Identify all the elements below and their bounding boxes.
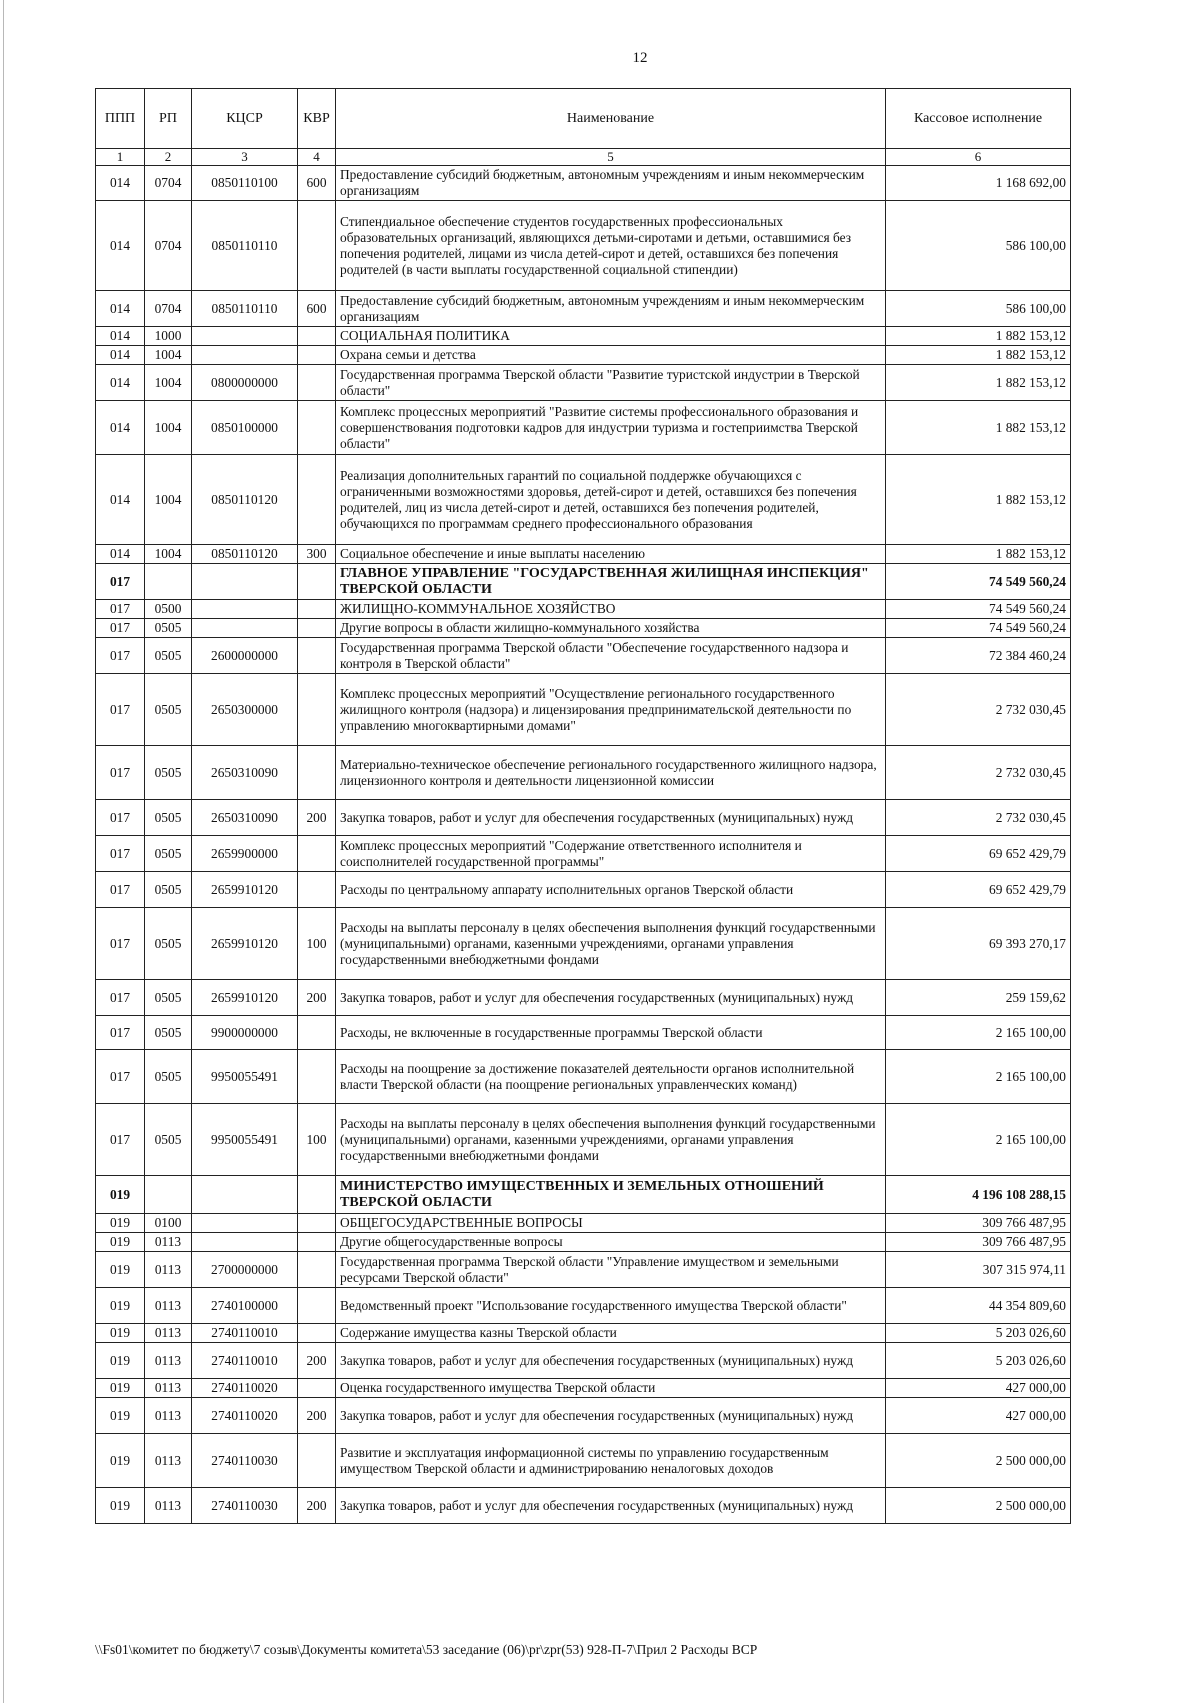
cell-rp: 1004 <box>145 455 192 545</box>
header-ppp: ППП <box>96 89 145 149</box>
cell-kcsr: 2650310090 <box>192 746 298 800</box>
cell-kcsr <box>192 1233 298 1252</box>
cell-ppp: 014 <box>96 291 145 327</box>
cell-ppp: 019 <box>96 1252 145 1288</box>
cell-kvr <box>298 1214 336 1233</box>
cell-name: ЖИЛИЩНО-КОММУНАЛЬНОЕ ХОЗЯЙСТВО <box>336 600 886 619</box>
cell-rp <box>145 1176 192 1214</box>
page-number: 12 <box>632 50 648 66</box>
table-row <box>96 201 1071 291</box>
cell-amount: 2 732 030,45 <box>886 800 1071 836</box>
cell-amount: 1 168 692,00 <box>886 166 1071 201</box>
cell-rp: 0505 <box>145 836 192 872</box>
cell-name: Комплекс процессных мероприятий "Развитие системы профессионального образования и совершенствования подготовки кадров для индустрии туризма и гостеприимства Тверской области" <box>336 401 886 455</box>
cell-kcsr <box>192 600 298 619</box>
cell-amount: 2 500 000,00 <box>886 1434 1071 1488</box>
table-row <box>96 638 1071 674</box>
cell-ppp: 017 <box>96 1016 145 1050</box>
cell-ppp: 017 <box>96 908 145 980</box>
cell-kcsr: 2740100000 <box>192 1288 298 1324</box>
cell-ppp: 014 <box>96 401 145 455</box>
cell-ppp: 017 <box>96 1050 145 1104</box>
budget-table <box>95 88 1071 1524</box>
cell-amount: 2 500 000,00 <box>886 1488 1071 1524</box>
cell-amount: 1 882 153,12 <box>886 455 1071 545</box>
cell-amount: 2 165 100,00 <box>886 1104 1071 1176</box>
table-row <box>96 291 1071 327</box>
cell-kvr <box>298 1016 336 1050</box>
cell-rp: 1004 <box>145 346 192 365</box>
table-row <box>96 836 1071 872</box>
table-row <box>96 1434 1071 1488</box>
cell-ppp: 019 <box>96 1233 145 1252</box>
cell-kcsr <box>192 1214 298 1233</box>
cell-name: Закупка товаров, работ и услуг для обеспечения государственных (муниципальных) нужд <box>336 1488 886 1524</box>
cell-ppp: 017 <box>96 872 145 908</box>
cell-amount: 1 882 153,12 <box>886 401 1071 455</box>
cell-rp: 0505 <box>145 674 192 746</box>
cell-ppp: 019 <box>96 1434 145 1488</box>
cell-ppp: 017 <box>96 836 145 872</box>
column-number-row <box>96 149 1071 166</box>
footer-file-path: \\Fs01\комитет по бюджету\7 созыв\Документы комитета\53 заседание (06)\pr\zpr(53) 928-П-7\Прил 2 Расходы ВСР <box>95 1642 758 1657</box>
column-number: 6 <box>886 149 1071 166</box>
cell-kvr: 100 <box>298 1104 336 1176</box>
cell-ppp: 019 <box>96 1214 145 1233</box>
cell-name: Расходы на выплаты персоналу в целях обеспечения выполнения функций государственными (муниципальными) органами, казенными учреждениями, органами управления государственными внебюджетными фондами <box>336 908 886 980</box>
cell-kvr <box>298 600 336 619</box>
header-kcsr: КЦСР <box>192 89 298 149</box>
cell-ppp: 019 <box>96 1379 145 1398</box>
cell-name: Предоставление субсидий бюджетным, автономным учреждениям и иным некоммерческим организациям <box>336 291 886 327</box>
cell-kcsr <box>192 327 298 346</box>
cell-ppp: 019 <box>96 1488 145 1524</box>
cell-kvr: 600 <box>298 291 336 327</box>
cell-kvr <box>298 1288 336 1324</box>
table-row <box>96 1104 1071 1176</box>
cell-ppp: 019 <box>96 1343 145 1379</box>
cell-rp: 0704 <box>145 166 192 201</box>
cell-rp: 0100 <box>145 1214 192 1233</box>
table-body <box>96 166 1071 1524</box>
cell-ppp: 017 <box>96 674 145 746</box>
cell-kvr: 600 <box>298 166 336 201</box>
cell-ppp: 017 <box>96 600 145 619</box>
cell-name: Государственная программа Тверской области "Управление имуществом и земельными ресурсами Тверской области" <box>336 1252 886 1288</box>
cell-amount: 586 100,00 <box>886 201 1071 291</box>
cell-rp: 0505 <box>145 908 192 980</box>
cell-rp: 0505 <box>145 638 192 674</box>
cell-ppp: 014 <box>96 327 145 346</box>
cell-name: Развитие и эксплуатация информационной системы по управлению государственным имуществом Тверской области и администрированию неналоговых доходов <box>336 1434 886 1488</box>
cell-amount: 586 100,00 <box>886 291 1071 327</box>
cell-amount: 1 882 153,12 <box>886 365 1071 401</box>
table-row <box>96 166 1071 201</box>
cell-name: Государственная программа Тверской области "Обеспечение государственного надзора и контроля в Тверской области" <box>336 638 886 674</box>
cell-name: Закупка товаров, работ и услуг для обеспечения государственных (муниципальных) нужд <box>336 800 886 836</box>
cell-kvr <box>298 1434 336 1488</box>
cell-amount: 44 354 809,60 <box>886 1288 1071 1324</box>
cell-name: Предоставление субсидий бюджетным, автономным учреждениям и иным некоммерческим организациям <box>336 166 886 201</box>
column-number: 2 <box>145 149 192 166</box>
cell-amount: 74 549 560,24 <box>886 619 1071 638</box>
table-row <box>96 1398 1071 1434</box>
cell-kcsr: 9950055491 <box>192 1104 298 1176</box>
cell-kvr <box>298 619 336 638</box>
cell-rp: 0113 <box>145 1488 192 1524</box>
cell-amount: 5 203 026,60 <box>886 1324 1071 1343</box>
cell-name: Закупка товаров, работ и услуг для обеспечения государственных (муниципальных) нужд <box>336 1398 886 1434</box>
cell-kvr: 100 <box>298 908 336 980</box>
cell-rp: 1004 <box>145 365 192 401</box>
table-row <box>96 1233 1071 1252</box>
cell-name: Комплекс процессных мероприятий "Осуществление регионального государственного жилищного контроля (надзора) и лицензирования предпринимательской деятельности по управлению многоквартирными домами" <box>336 674 886 746</box>
cell-rp: 0505 <box>145 872 192 908</box>
cell-amount: 69 652 429,79 <box>886 872 1071 908</box>
table-row <box>96 1252 1071 1288</box>
cell-name: Охрана семьи и детства <box>336 346 886 365</box>
table-row <box>96 746 1071 800</box>
table-row <box>96 1214 1071 1233</box>
cell-rp: 1004 <box>145 545 192 564</box>
cell-kcsr: 2740110010 <box>192 1343 298 1379</box>
cell-name: Реализация дополнительных гарантий по социальной поддержке обучающихся с ограниченными возможностями здоровья, детей-сирот и детей, оставшихся без попечения родителей, лиц из числа детей-сирот и детей, оставшихся без попечения родителей, обучающихся по программам среднего профессионального образования <box>336 455 886 545</box>
cell-amount: 2 165 100,00 <box>886 1016 1071 1050</box>
cell-amount: 5 203 026,60 <box>886 1343 1071 1379</box>
cell-kvr <box>298 1252 336 1288</box>
table-row <box>96 1343 1071 1379</box>
cell-amount: 309 766 487,95 <box>886 1214 1071 1233</box>
table-row <box>96 600 1071 619</box>
cell-kcsr: 0850110110 <box>192 291 298 327</box>
cell-amount: 2 732 030,45 <box>886 746 1071 800</box>
cell-kcsr: 0850110120 <box>192 545 298 564</box>
cell-kvr: 200 <box>298 1343 336 1379</box>
cell-kvr: 200 <box>298 800 336 836</box>
cell-rp: 0505 <box>145 980 192 1016</box>
cell-amount: 72 384 460,24 <box>886 638 1071 674</box>
cell-kvr <box>298 1176 336 1214</box>
column-number: 5 <box>336 149 886 166</box>
table-row <box>96 1288 1071 1324</box>
header-kvr: КВР <box>298 89 336 149</box>
cell-kvr <box>298 401 336 455</box>
column-number: 4 <box>298 149 336 166</box>
cell-ppp: 019 <box>96 1398 145 1434</box>
cell-amount: 427 000,00 <box>886 1379 1071 1398</box>
cell-kcsr: 9950055491 <box>192 1050 298 1104</box>
cell-kvr: 200 <box>298 980 336 1016</box>
table-row <box>96 455 1071 545</box>
cell-name: Ведомственный проект "Использование государственного имущества Тверской области" <box>336 1288 886 1324</box>
cell-name: ГЛАВНОЕ УПРАВЛЕНИЕ "ГОСУДАРСТВЕННАЯ ЖИЛИЩНАЯ ИНСПЕКЦИЯ" ТВЕРСКОЙ ОБЛАСТИ <box>336 564 886 600</box>
table-row <box>96 1050 1071 1104</box>
cell-kcsr: 2740110020 <box>192 1379 298 1398</box>
table-row <box>96 872 1071 908</box>
cell-kcsr: 2700000000 <box>192 1252 298 1288</box>
cell-amount: 1 882 153,12 <box>886 545 1071 564</box>
cell-ppp: 017 <box>96 1104 145 1176</box>
cell-amount: 427 000,00 <box>886 1398 1071 1434</box>
cell-kvr <box>298 201 336 291</box>
column-number: 1 <box>96 149 145 166</box>
cell-rp: 0113 <box>145 1398 192 1434</box>
cell-name: Другие вопросы в области жилищно-коммунального хозяйства <box>336 619 886 638</box>
cell-kvr <box>298 872 336 908</box>
cell-rp <box>145 564 192 600</box>
cell-ppp: 014 <box>96 201 145 291</box>
cell-kcsr: 0850100000 <box>192 401 298 455</box>
table-row <box>96 401 1071 455</box>
cell-kcsr: 2650310090 <box>192 800 298 836</box>
table-row <box>96 1324 1071 1343</box>
cell-kvr: 200 <box>298 1488 336 1524</box>
cell-name: Оценка государственного имущества Тверской области <box>336 1379 886 1398</box>
cell-kcsr: 0850110110 <box>192 201 298 291</box>
cell-kvr <box>298 1379 336 1398</box>
cell-kcsr: 9900000000 <box>192 1016 298 1050</box>
cell-kvr <box>298 836 336 872</box>
cell-kcsr: 2659910120 <box>192 980 298 1016</box>
table-row <box>96 1016 1071 1050</box>
cell-kcsr: 2659910120 <box>192 872 298 908</box>
cell-kvr <box>298 455 336 545</box>
cell-rp: 0704 <box>145 201 192 291</box>
cell-rp: 0505 <box>145 1016 192 1050</box>
table-row <box>96 1176 1071 1214</box>
cell-name: Расходы на выплаты персоналу в целях обеспечения выполнения функций государственными (муниципальными) органами, казенными учреждениями, органами управления государственными внебюджетными фондами <box>336 1104 886 1176</box>
cell-rp: 0505 <box>145 746 192 800</box>
table-row <box>96 365 1071 401</box>
cell-ppp: 017 <box>96 564 145 600</box>
cell-name: Социальное обеспечение и иные выплаты населению <box>336 545 886 564</box>
table-row <box>96 327 1071 346</box>
cell-name: СОЦИАЛЬНАЯ ПОЛИТИКА <box>336 327 886 346</box>
table-row <box>96 674 1071 746</box>
cell-amount: 309 766 487,95 <box>886 1233 1071 1252</box>
cell-kcsr <box>192 619 298 638</box>
cell-name: Государственная программа Тверской области "Развитие туристской индустрии в Тверской области" <box>336 365 886 401</box>
cell-kcsr: 2600000000 <box>192 638 298 674</box>
cell-rp: 1004 <box>145 401 192 455</box>
cell-kvr <box>298 327 336 346</box>
table-row <box>96 1379 1071 1398</box>
column-number: 3 <box>192 149 298 166</box>
table-row <box>96 346 1071 365</box>
table-row <box>96 564 1071 600</box>
cell-rp: 1000 <box>145 327 192 346</box>
cell-name: Расходы на поощрение за достижение показателей деятельности органов исполнительной власти Тверской области (на поощрение региональных управленческих команд) <box>336 1050 886 1104</box>
cell-rp: 0113 <box>145 1324 192 1343</box>
cell-name: Расходы, не включенные в государственные программы Тверской области <box>336 1016 886 1050</box>
table-row <box>96 800 1071 836</box>
cell-rp: 0704 <box>145 291 192 327</box>
table-row <box>96 619 1071 638</box>
cell-name: ОБЩЕГОСУДАРСТВЕННЫЕ ВОПРОСЫ <box>336 1214 886 1233</box>
cell-name: Стипендиальное обеспечение студентов государственных профессиональных образовательных организаций, являющихся детьми-сиротами и детьми, оставшимися без попечения родителей, лицами из числа детей-сирот и детей, оставшихся без попечения родителей (в части выплаты государственной социальной стипендии) <box>336 201 886 291</box>
cell-kcsr: 2740110010 <box>192 1324 298 1343</box>
cell-ppp: 017 <box>96 746 145 800</box>
header-row <box>96 89 1071 149</box>
cell-kvr <box>298 638 336 674</box>
cell-kvr <box>298 564 336 600</box>
header-name: Наименование <box>336 89 886 149</box>
cell-kcsr: 2650300000 <box>192 674 298 746</box>
cell-kvr <box>298 1050 336 1104</box>
table-row <box>96 545 1071 564</box>
cell-amount: 74 549 560,24 <box>886 564 1071 600</box>
cell-kvr <box>298 746 336 800</box>
cell-ppp: 019 <box>96 1324 145 1343</box>
cell-amount: 1 882 153,12 <box>886 327 1071 346</box>
header-amount: Кассовое исполнение <box>886 89 1071 149</box>
cell-kvr <box>298 346 336 365</box>
cell-ppp: 014 <box>96 455 145 545</box>
cell-kvr <box>298 365 336 401</box>
cell-ppp: 017 <box>96 980 145 1016</box>
cell-kcsr: 0800000000 <box>192 365 298 401</box>
cell-amount: 2 732 030,45 <box>886 674 1071 746</box>
cell-amount: 69 393 270,17 <box>886 908 1071 980</box>
cell-name: Материально-техническое обеспечение регионального государственного жилищного надзора, лицензионного контроля и деятельности лицензионной комиссии <box>336 746 886 800</box>
cell-kcsr: 2740110020 <box>192 1398 298 1434</box>
cell-name: Другие общегосударственные вопросы <box>336 1233 886 1252</box>
cell-rp: 0505 <box>145 619 192 638</box>
cell-ppp: 017 <box>96 638 145 674</box>
cell-amount: 259 159,62 <box>886 980 1071 1016</box>
cell-ppp: 014 <box>96 166 145 201</box>
cell-name: Закупка товаров, работ и услуг для обеспечения государственных (муниципальных) нужд <box>336 1343 886 1379</box>
cell-kcsr: 0850110100 <box>192 166 298 201</box>
cell-rp: 0505 <box>145 1050 192 1104</box>
cell-rp: 0113 <box>145 1288 192 1324</box>
cell-rp: 0505 <box>145 800 192 836</box>
cell-amount: 1 882 153,12 <box>886 346 1071 365</box>
cell-rp: 0113 <box>145 1233 192 1252</box>
cell-kcsr: 2740110030 <box>192 1434 298 1488</box>
cell-kcsr: 2740110030 <box>192 1488 298 1524</box>
cell-amount: 307 315 974,11 <box>886 1252 1071 1288</box>
cell-kcsr <box>192 564 298 600</box>
cell-rp: 0113 <box>145 1379 192 1398</box>
cell-rp: 0505 <box>145 1104 192 1176</box>
cell-name: Расходы по центральному аппарату исполнительных органов Тверской области <box>336 872 886 908</box>
cell-amount: 69 652 429,79 <box>886 836 1071 872</box>
cell-kvr <box>298 1324 336 1343</box>
header-rp: РП <box>145 89 192 149</box>
cell-name: Содержание имущества казны Тверской области <box>336 1324 886 1343</box>
cell-amount: 2 165 100,00 <box>886 1050 1071 1104</box>
cell-kcsr: 0850110120 <box>192 455 298 545</box>
cell-amount: 4 196 108 288,15 <box>886 1176 1071 1214</box>
cell-ppp: 014 <box>96 346 145 365</box>
cell-kcsr: 2659900000 <box>192 836 298 872</box>
cell-name: Комплекс процессных мероприятий "Содержание ответственного исполнителя и соисполнителей государственной программы" <box>336 836 886 872</box>
cell-ppp: 017 <box>96 619 145 638</box>
cell-amount: 74 549 560,24 <box>886 600 1071 619</box>
cell-ppp: 017 <box>96 800 145 836</box>
cell-rp: 0113 <box>145 1434 192 1488</box>
cell-ppp: 014 <box>96 365 145 401</box>
cell-name: Закупка товаров, работ и услуг для обеспечения государственных (муниципальных) нужд <box>336 980 886 1016</box>
table-row <box>96 980 1071 1016</box>
cell-kvr <box>298 1233 336 1252</box>
cell-kcsr: 2659910120 <box>192 908 298 980</box>
cell-kvr: 200 <box>298 1398 336 1434</box>
cell-kvr <box>298 674 336 746</box>
cell-ppp: 019 <box>96 1176 145 1214</box>
cell-name: МИНИСТЕРСТВО ИМУЩЕСТВЕННЫХ И ЗЕМЕЛЬНЫХ ОТНОШЕНИЙ ТВЕРСКОЙ ОБЛАСТИ <box>336 1176 886 1214</box>
table-row <box>96 908 1071 980</box>
cell-kcsr <box>192 346 298 365</box>
cell-kcsr <box>192 1176 298 1214</box>
cell-rp: 0113 <box>145 1252 192 1288</box>
cell-rp: 0113 <box>145 1343 192 1379</box>
table-row <box>96 1488 1071 1524</box>
cell-ppp: 014 <box>96 545 145 564</box>
cell-kvr: 300 <box>298 545 336 564</box>
cell-rp: 0500 <box>145 600 192 619</box>
cell-ppp: 019 <box>96 1288 145 1324</box>
scan-edge-line <box>3 0 4 1703</box>
